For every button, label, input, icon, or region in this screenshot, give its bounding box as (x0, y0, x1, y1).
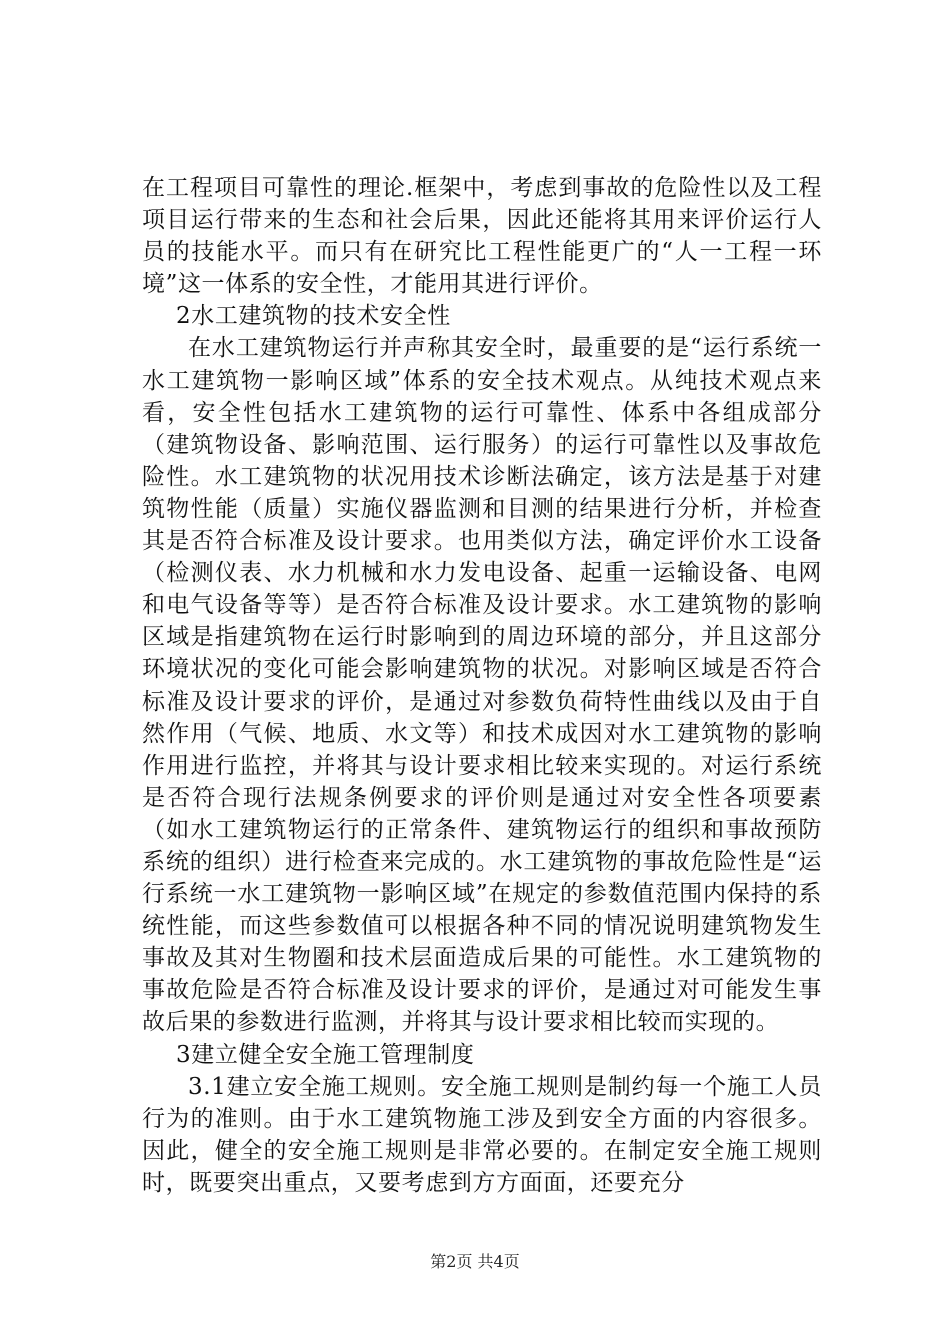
section-heading-3: 3建立健全安全施工管理制度 (176, 1041, 475, 1068)
paragraph-technical-safety: 在水工建筑物运行并声称其安全时，最重要的是“运行系统一水工建筑物一影响区域”体系的安全技术观点。从纯技术观点来看，安全性包括水工建筑物的运行可靠性、体系中各组成部分（建筑物设备、影响范围、运行服务）的运行可靠性以及事故危险性。水工建筑物的状况用技术诊断法确定，该方法是基于对建筑物性能（质量）实施仪器监测和目测的结果进行分析，并检查其是否符合标准及设计要求。也用类似方法，确定评价水工设备（检测仪表、水力机械和水力发电设备、起重一运输设备、电网和电气设备等等）是否符合标准及设计要求。水工建筑物的影响区域是指建筑物在运行时影响到的周边环境的部分，并且这部分环境状况的变化可能会影响建筑物的状况。对影响区域是否符合标准及设计要求的评价，是通过对参数负荷特性曲线以及由于自然作用（气候、地质、水文等）和技术成因对水工建筑物的影响作用进行监控，并将其与设计要求相比较来实现的。对运行系统是否符合现行法规条例要求的评价则是通过对安全性各项要素（如水工建筑物运行的正常条件、建筑物运行的组织和事故预防系统的组织）进行检查来完成的。水工建筑物的事故危险性是“运行系统一水工建筑物一影响区域”在规定的参数值范围内保持的系统性能，而这些参数值可以根据各种不同的情况说明建筑物发生事故及其对生物圈和技术层面造成后果的可能性。水工建筑物的事故危险是否符合标准及设计要求的评价，是通过对可能发生事故后果的参数进行监测，并将其与设计要求相比较而实现的。 (142, 335, 822, 1036)
paragraph-continuation: 在工程项目可靠性的理论.框架中，考虑到事故的危险性以及工程项目运行带来的生态和社会后果，因此还能将其用来评价运行人员的技能水平。而只有在研究比工程性能更广的“人一工程一环境”这一体系的安全性，才能用其进行评价。 (142, 175, 822, 298)
document-body (142, 172, 822, 1199)
page-footer (0, 1252, 950, 1272)
section-heading-2: 2水工建筑物的技术安全性 (176, 303, 451, 330)
page-number-label: 第2页 共4页 (430, 1252, 520, 1271)
paragraph-safety-rules: 3.1建立安全施工规则。安全施工规则是制约每一个施工人员行为的准则。由于水工建筑物施工涉及到安全方面的内容很多。因此，健全的安全施工规则是非常必要的。在制定安全施工规则时，既要突出重点，又要考虑到方方面面，还要充分 (142, 1073, 822, 1196)
